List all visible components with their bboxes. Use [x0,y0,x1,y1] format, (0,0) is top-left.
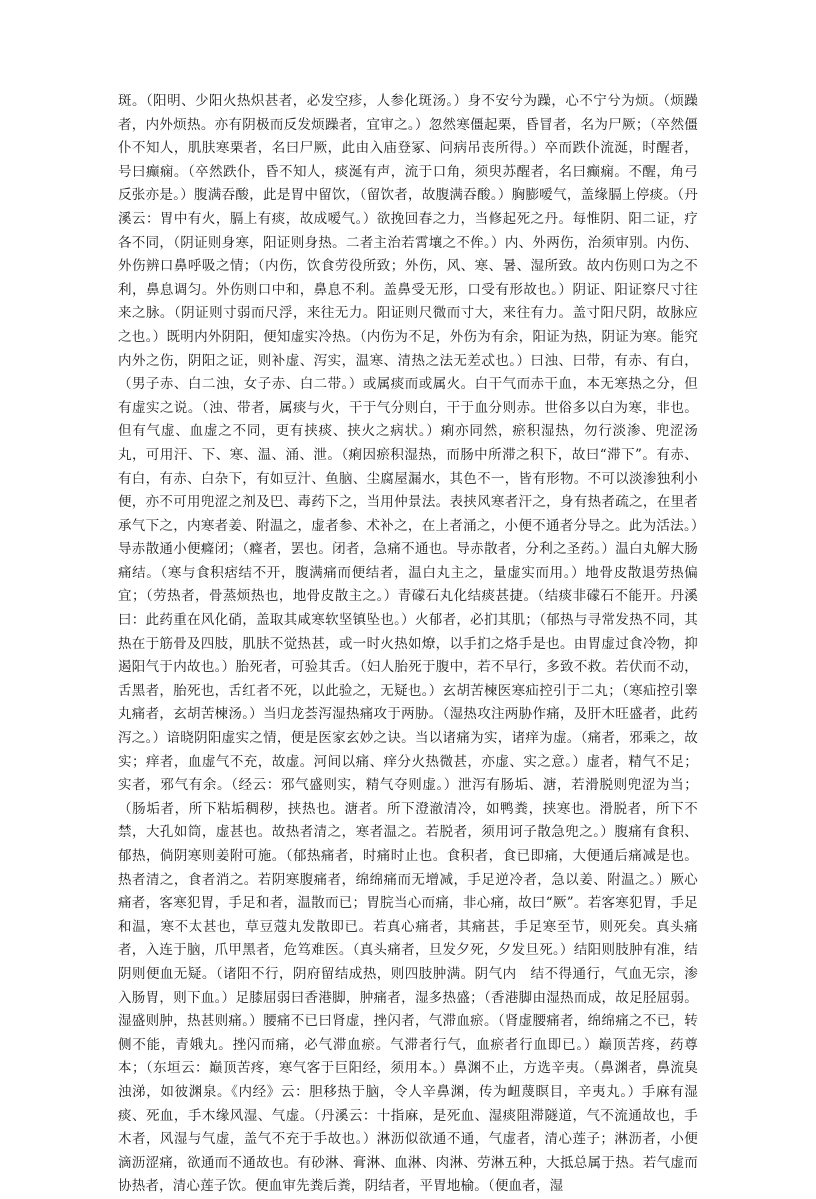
body-paragraph: 斑。（阳明、少阳火热炽甚者，必发空疹，人参化斑汤。）身不安兮为躁，心不宁兮为烦。（烦躁者，内外烦热。亦有阴极而反发烦躁者，宜审之。）忽然寒僵起栗，昏冒者，名为尸厥；（卒然僵仆不知人，肌肤寒栗者，名曰尸厥，此由入庙登冢、问病吊丧所得。）卒而跌仆流涎，时醒者，号曰癫痫。（卒然跌仆，昏不知人，痰涎有声，流于口角，须臾苏醒者，名曰癫痫。不醒，角弓反张亦是。）腹满吞酸，此是胃中留饮，（留饮者，故腹满吞酸。）胸膨嗳气，盖缘膈上停痰。（丹溪云：胃中有火，膈上有痰，故成嗳气。）欲挽回春之力，当修起死之丹。每惟阴、阳二证，疗各不同，（阴证则身寒，阳证则身热。二者主治若霄壤之不侔。）内、外两伤，治须审别。内伤、外伤辨口鼻呼吸之情；（内伤，饮食劳役所致；外伤，风、寒、暑、湿所致。故内伤则口为之不利，鼻息调匀。外伤则口中和，鼻息不利。盖鼻受无形，口受有形故也。）阴证、阳证察尺寸往来之脉。（阴证则寸弱而尺浮，来往无力。阳证则尺微而寸大，来往有力。盖寸阳尺阴，故脉应之也。）既明内外阴阳，便知虚实冷热。（内伤为不足，外伤为有余，阳证为热，阴证为寒。能究内外之伤，阴阳之证，则补虚、泻实，温寒、清热之法无差忒也。）曰浊、曰带，有赤、有白，（男子赤、白二浊，女子赤、白二带。）或属痰而或属火。白干气而赤干血，本无寒热之分，但有虚实之说。（浊、带者，属痰与火，干于气分则白，干于血分则赤。世俗多以白为寒，非也。但有气虚、血虚之不同，更有挟痰、挟火之病状。）痢亦同然，瘀积湿热，勿行淡渗、兜涩汤丸，可用汗、下、寒、温、涌、泄。（痢因瘀积湿热，而肠中所滞之积下，故曰“滞下”。有赤、有白，有赤、白杂下，有如豆汁、鱼脑、尘腐屋漏水，其色不一，皆有形物。不可以淡渗独利小便，亦不可用兜涩之剂及巴、毒药下之，当用仲景法。表挟风寒者汗之，身有热者疏之，在里者承气下之，内寒者姜、附温之，虚者参、术补之，在上者涌之，小便不通者分导之。此为活法。）导赤散通小便癃闭；（癃者，罢也。闭者，急痛不通也。导赤散者，分利之圣药。）温白丸解大肠痛结。（寒与食积痞结不开，腹满痛而便结者，温白丸主之，量虚实而用。）地骨皮散退劳热偏宜；（劳热者，骨蒸烦热也，地骨皮散主之。）青礞石丸化结痰甚捷。（结痰非礞石不能开。丹溪曰：此药重在风化硝，盖取其咸寒软坚镇坠也。）火郁者，必扪其肌；（郁热与寻常发热不同，其热在于筋骨及四肢，肌肤不觉热甚，或一时火热如燎，以手扪之烙手是也。由胃虚过食冷物，抑遏阳气于内故也。）胎死者，可验其舌。（妇人胎死于腹中，若不早行，多致不救。若伏而不动，舌黑者，胎死也，舌红者不死，以此验之，无疑也。）玄胡苦楝医寒疝控引于二丸；（寒疝控引睾丸痛者，玄胡苦楝汤。）当归龙荟泻湿热痛攻于两胁。（湿热攻注两胁作痛，及肝木旺盛者，此药泻之。）谙晓阴阳虚实之情，便是医家玄妙之诀。当以诸痛为实，诸痒为虚。（痛者，邪乘之，故实；痒者，血虚气不充，故虚。河间以痛、痒分火热微甚，亦虚、实之意。）虚者，精气不足；实者，邪气有余。（经云：邪气盛则实，精气夺则虚。）泄泻有肠垢、溏，若滑脱则兜涩为当；（肠垢者，所下粘垢稠秽，挟热也。溏者。所下澄澈清冷，如鸭粪，挟寒也。滑脱者，所下不禁，大孔如筒，虚甚也。故热者清之，寒者温之。若脱者，须用诃子散急兜之。）腹痛有食积、郁热，倘阴寒则姜附可施。（郁热痛者，时痛时止也。食积者，食已即痛，大便通后痛减是也。热者清之，食者消之。若阴寒腹痛者，绵绵痛而无增减，手足逆冷者，急以姜、附温之。）厥心痛者，客寒犯胃，手足和者，温散而已；胃脘当心而痛，非心痛，故曰“厥”。若客寒犯胃，手足和温，寒不太甚也，草豆蔻丸发散即已。若真心痛者，其痛甚，手足寒至节，则死矣。真头痛者，入连于脑，爪甲黑者，危笃难医。（真头痛者，旦发夕死，夕发旦死。）结阳则肢肿有准，结阴则便血无疑。（诸阳不行，阴府留结成热，则四肢肿满。阴气内 结不得通行，气血无宗，渗入肠胃，则下血。）足膝屈弱曰香港脚，肿痛者，湿多热盛；（香港脚由湿热而成，故足胫屈弱。湿盛则肿，热甚则痛。）腰痛不已曰肾虚，挫闪者，气滞血瘀。（肾虚腰痛者，绵绵痛之不已，转侧不能，青娥丸。挫闪而痛，必气滞血瘀。气滞者行气，血瘀者行血即已。）巅顶苦疼，药尊本；（东垣云：巅顶苦疼，寒气客于巨阳经，须用本。）鼻渊不止，方选辛夷。（鼻渊者，鼻流臭浊涕，如彼渊泉。《内经》云：胆移热于脑，令人辛鼻渊，传为衄蔑瞑目，辛夷丸。）手麻有湿痰、死血，手木缘风湿、气虚。（丹溪云：十指麻，是死血、湿痰阻滞隧道，气不流通故也，手木者，风湿与气虚，盖气不充于手故也。）淋沥似欲通不通，气虚者，清心莲子；淋沥者，小便滴沥涩痛，欲通而不通故也。有砂淋、膏淋、血淋、肉淋、劳淋五种，大抵总属于热。若气虚而协热者，清心莲子饮。便血审先粪后粪，阴结者，平胃地榆。（便血者，湿 [118,93,698,1195]
document-page [118,90,698,1195]
